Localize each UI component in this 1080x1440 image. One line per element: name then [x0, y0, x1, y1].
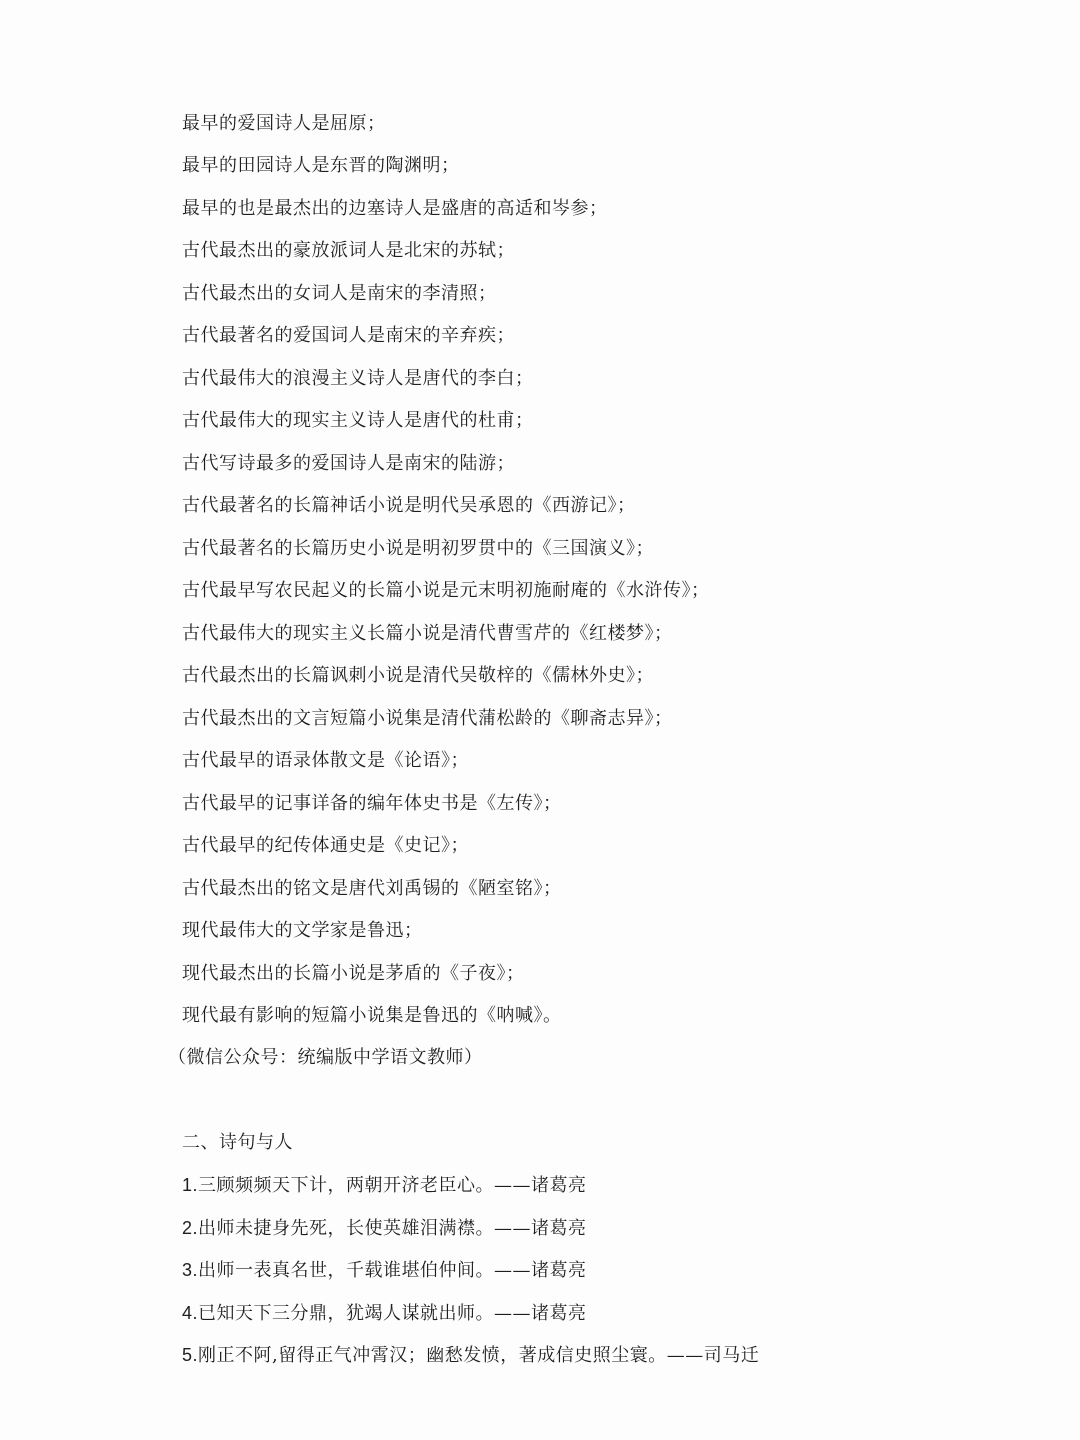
fact-line: 古代最著名的长篇神话小说是明代吴承恩的《西游记》；	[182, 495, 636, 516]
fact-line: 古代最早的语录体散文是《论语》；	[182, 750, 469, 771]
fact-line: 现代最有影响的短篇小说集是鲁迅的《呐喊》。	[182, 1005, 562, 1026]
fact-line: 古代最杰出的文言短篇小说集是清代蒲松龄的《聊斋志异》；	[182, 708, 673, 729]
poem-number: 2.	[182, 1218, 199, 1238]
fact-line: 古代最杰出的长篇讽刺小说是清代吴敬梓的《儒林外史》；	[182, 665, 654, 686]
poem-number: 1.	[182, 1175, 199, 1195]
fact-line: 古代最伟大的现实主义诗人是唐代的杜甫；	[182, 410, 534, 431]
poem-line	[182, 1301, 587, 1326]
poem-number: 5.	[182, 1345, 199, 1365]
fact-line: 最早的爱国诗人是屈原；	[182, 113, 386, 134]
fact-line: 古代最早的纪传体通史是《史记》；	[182, 835, 469, 856]
poem-text: 刚正不阿,留得正气冲霄汉；幽愁发愤，著成信史照尘寰。——司马迁	[198, 1345, 760, 1366]
poem-text: 出师未捷身先死，长使英雄泪满襟。——诸葛亮	[198, 1218, 587, 1239]
poem-text: 已知天下三分鼎，犹竭人谋就出师。——诸葛亮	[198, 1303, 587, 1324]
fact-line: 最早的也是最杰出的边塞诗人是盛唐的高适和岑参；	[182, 198, 608, 219]
fact-line: 古代最著名的爱国词人是南宋的辛弃疾；	[182, 325, 515, 346]
fact-line: 现代最杰出的长篇小说是茅盾的《子夜》；	[182, 963, 525, 984]
fact-line: 古代最伟大的现实主义长篇小说是清代曹雪芹的《红楼梦》；	[182, 623, 673, 644]
poem-line	[182, 1173, 587, 1198]
fact-line: 古代最著名的长篇历史小说是明初罗贯中的《三国演义》；	[182, 538, 654, 559]
fact-line: 古代最早写农民起义的长篇小说是元末明初施耐庵的《水浒传》；	[182, 580, 710, 601]
poem-line	[182, 1343, 759, 1368]
poem-line	[182, 1216, 587, 1241]
fact-line: 古代最杰出的铭文是唐代刘禹锡的《陋室铭》；	[182, 878, 562, 899]
fact-line: 古代最杰出的女词人是南宋的李清照；	[182, 283, 497, 304]
section-heading: 二、诗句与人	[182, 1132, 293, 1153]
poem-number: 4.	[182, 1303, 199, 1323]
fact-line: 古代最杰出的豪放派词人是北宋的苏轼；	[182, 240, 515, 261]
source-note: （微信公众号：统编版中学语文教师）	[168, 1047, 483, 1068]
fact-line: 现代最伟大的文学家是鲁迅；	[182, 920, 423, 941]
poem-text: 三顾频频天下计，两朝开济老臣心。——诸葛亮	[198, 1175, 587, 1196]
poem-number: 3.	[182, 1260, 199, 1280]
fact-line: 古代最伟大的浪漫主义诗人是唐代的李白；	[182, 368, 534, 389]
fact-line: 古代写诗最多的爱国诗人是南宋的陆游；	[182, 453, 515, 474]
poem-line	[182, 1258, 587, 1283]
poem-text: 出师一表真名世，千载谁堪伯仲间。——诸葛亮	[198, 1260, 587, 1281]
fact-line: 最早的田园诗人是东晋的陶渊明；	[182, 155, 460, 176]
fact-line: 古代最早的记事详备的编年体史书是《左传》；	[182, 793, 562, 814]
